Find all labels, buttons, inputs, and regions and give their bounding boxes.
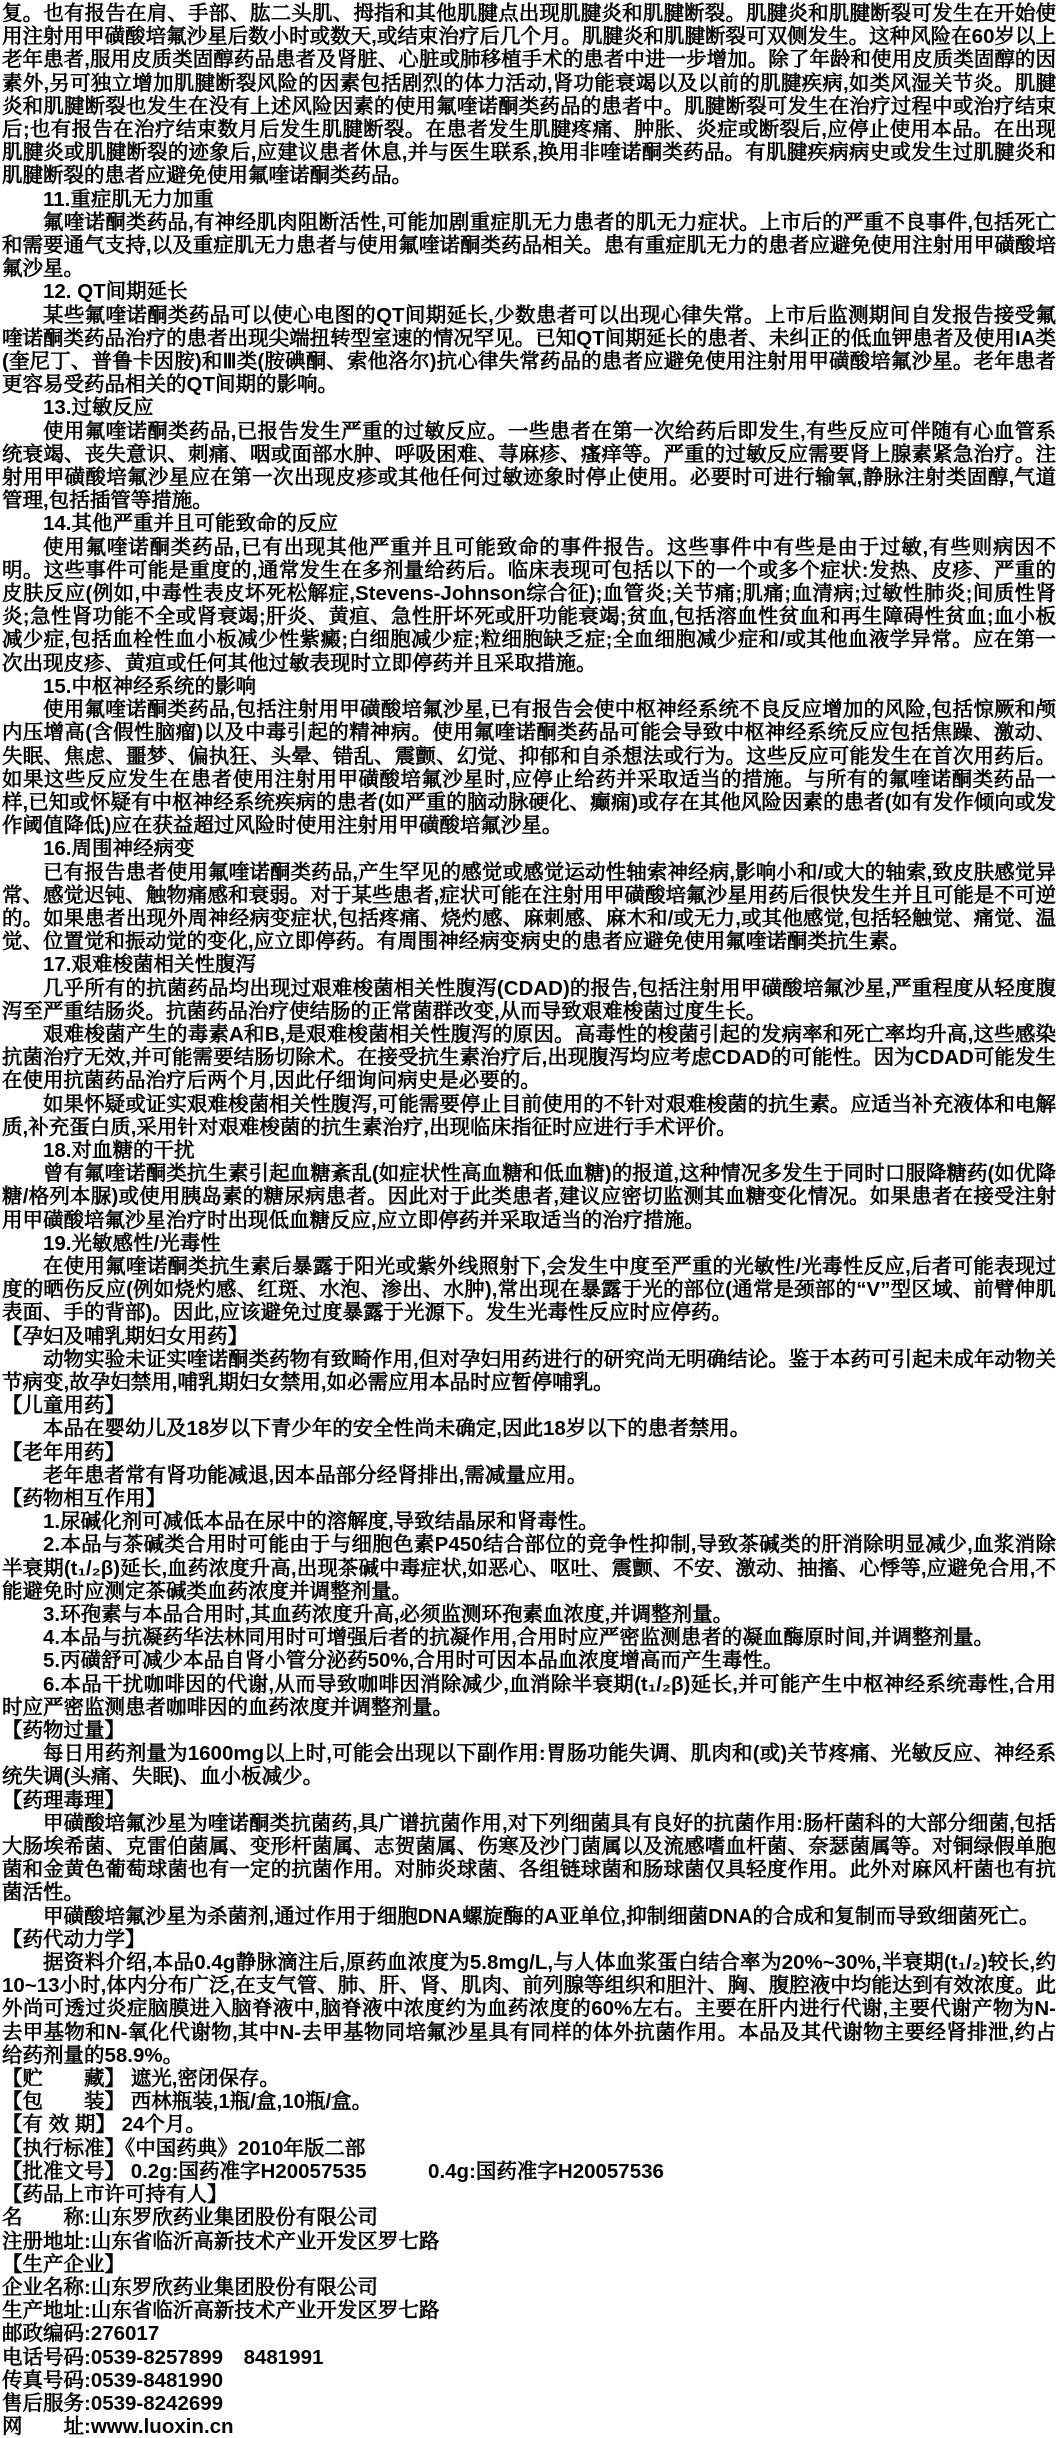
bracket-heading-license-holder: 【药品上市许可持有人】 [2, 2183, 228, 2207]
info-line-approval-number: 【批准文号】 0.2g:国药准字H20057535 0.4g:国药准字H20057536 [2, 2159, 664, 2183]
bracket-heading-manufacturer: 【生产企业】 [2, 2252, 125, 2276]
info-line-production-address: 生产地址:山东省临沂高新技术产业开发区罗七路 [2, 2299, 440, 2323]
section-heading-14: 14.其他严重并且可能致命的反应 [43, 512, 338, 536]
info-line-packaging: 【包 装】 西林瓶装,1瓶/盒,10瓶/盒。 [2, 2090, 373, 2114]
bracket-heading-pharmacokinetics: 【药代动力学】 [2, 1927, 146, 1951]
paragraph: 甲磺酸培氟沙星为杀菌剂,通过作用于细胞DNA螺旋酶的A亚单位,抑制细菌DNA的合成和复制而导致细菌死亡。 [43, 1904, 1040, 1928]
paragraph: 动物实验未证实喹诺酮类药物有致畸作用,但对孕妇用药进行的研究尚无明确结论。鉴于本药可引起未成年动物关节病变,故孕妇禁用,哺乳期妇女禁用,如必需应用本品时应暂停哺乳。 [2, 1347, 1056, 1394]
bracket-heading-elderly: 【老年用药】 [2, 1440, 125, 1464]
paragraph: 几乎所有的抗菌药品均出现过艰难梭菌相关性腹泻(CDAD)的报告,包括注射用甲磺酸培氟沙星,严重程度从轻度腹泻至严重结肠炎。抗菌药品治疗使结肠的正常菌群改变,从而导致艰难梭菌过度生长。 [2, 976, 1056, 1023]
info-line-phone: 电话号码:0539-8257899 8481991 [2, 2345, 324, 2369]
info-line-holder-name: 名 称:山东罗欣药业集团股份有限公司 [2, 2206, 378, 2230]
paragraph: 老年患者常有肾功能减退,因本品部分经肾排出,需减量应用。 [43, 1463, 588, 1487]
bracket-heading-pharmacology: 【药理毒理】 [2, 1788, 125, 1812]
paragraph: 使用氟喹诺酮类药品,包括注射用甲磺酸培氟沙星,已有报告会使中枢神经系统不良反应增加的风险,包括惊厥和颅内压增高(含假性脑瘤)以及中毒引起的精神病。使用氟喹诺酮类药品可能会导致中枢神经系统反应包括焦躁、激动、失眠、焦虑、噩梦、偏执狂、头晕、错乱、震颤、幻觉、抑郁和自杀想法或行为。这些反应可能发生在首次用药后。如果这些反应发生在患者使用注射用甲磺酸培氟沙星时,应停止给药并采取适当的措施。与所有的氟喹诺酮类药品一样,已知或怀疑有中枢神经系统疾病的患者(如严重的脑动脉硬化、癫痫)或存在其他风险因素的患者(如有发作倾向或发作阈值降低)应在获益超过风险时使用注射用甲磺酸培氟沙星。 [2, 698, 1056, 838]
list-item: 4.本品与抗凝药华法林同用时可增强后者的抗凝作用,合用时应严密监测患者的凝血酶原时间,并调整剂量。 [43, 1626, 994, 1650]
list-item: 3.环孢素与本品合用时,其血药浓度升高,必须监测环孢素血浓度,并调整剂量。 [43, 1603, 734, 1627]
section-heading-17: 17.艰难梭菌相关性腹泻 [43, 953, 256, 977]
bracket-heading-overdose: 【药物过量】 [2, 1719, 125, 1743]
paragraph: 在使用氟喹诺酮类抗生素后暴露于阳光或紫外线照射下,会发生中度至严重的光敏性/光毒性反应,后者可能表现过度的晒伤反应(例如烧灼感、红斑、水泡、渗出、水肿),常出现在暴露于光的部位(通常是颈部的“V”型区域、前臂伸肌表面、手的背部)。因此,应该避免过度暴露于光源下。发生光毒性反应时应停药。 [2, 1254, 1056, 1325]
info-line-after-sales: 售后服务:0539-8242699 [2, 2391, 224, 2415]
info-line-validity: 【有 效 期】 24个月。 [2, 2113, 206, 2137]
paragraph: 氟喹诺酮类药品,有神经肌肉阻断活性,可能加剧重症肌无力患者的肌无力症状。上市后的严重不良事件,包括死亡和需要通气支持,以及重症肌无力患者与使用氟喹诺酮类药品相关。患有重症肌无力的患者应避免使用注射用甲磺酸培氟沙星。 [2, 210, 1056, 281]
paragraph: 已有报告患者使用氟喹诺酮类药品,产生罕见的感觉或感觉运动性轴索神经病,影响小和/或大的轴索,致皮肤感觉异常、感觉迟钝、触物痛感和衰弱。对于某些患者,症状可能在注射用甲磺酸培氟沙星用药后很快发生并且可能是不可逆的。如果患者出现外周神经病变症状,包括疼痛、烧灼感、麻刺感、麻木和/或无力,或其他感觉,包括轻触觉、痛觉、温觉、位置觉和振动觉的变化,应立即停药。有周围神经病变病史的患者应避免使用氟喹诺酮类抗生素。 [2, 860, 1056, 954]
info-line-postal-code: 邮政编码:276017 [2, 2322, 160, 2346]
paragraph: 据资料介绍,本品0.4g静脉滴注后,原药血浓度为5.8mg/L,与人体血浆蛋白结合率为20%~30%,半衰期(t₁/₂)较长,约10~13小时,体内分布广泛,在支气管、肺、肝、肾、肌肉、前列腺等组织和胆汁、胸、腹腔液中均能达到有效浓度。此外尚可透过炎症脑膜进入脑脊液中,脑脊液中浓度约为血药浓度的60%左右。主要在肝内进行代谢,主要代谢产物为N-去甲基物和N-氧化代谢物,其中N-去甲基物同培氟沙星具有同样的体外抗菌作用。本品及其代谢物主要经肾排泄,约占给药剂量的58.9%。 [2, 1951, 1056, 2067]
section-heading-16: 16.周围神经病变 [43, 837, 195, 861]
info-line-standard: 【执行标准】《中国药典》2010年版二部 [2, 2136, 366, 2160]
info-line-registered-address: 注册地址:山东省临沂高新技术产业开发区罗七路 [2, 2229, 440, 2253]
paragraph: 曾有氟喹诺酮类抗生素引起血糖紊乱(如症状性高血糖和低血糖)的报道,这种情况多发生于同时口服降糖药(如优降糖/格列本脲)或使用胰岛素的糖尿病患者。因此对于此类患者,建议应密切监测其血糖变化情况。如果患者在接受注射用甲磺酸培氟沙星治疗时出现低血糖反应,应立即停药并采取适当的治疗措施。 [2, 1162, 1056, 1232]
paragraph: 艰难梭菌产生的毒素A和B,是艰难梭菌相关性腹泻的原因。高毒性的梭菌引起的发病率和死亡率均升高,这些感染抗菌治疗无效,并可能需要结肠切除术。在接受抗生素治疗后,出现腹泻均应考虑CDAD的可能性。因为CDAD可能发生在使用抗菌药品治疗后两个月,因此仔细询问病史是必要的。 [2, 1022, 1056, 1093]
paragraph: 某些氟喹诺酮类药品可以使心电图的QT间期延长,少数患者可以出现心律失常。上市后监测期间自发报告接受氟喹诺酮类药品治疗的患者出现尖端扭转型室速的情况罕见。已知QT间期延长的患者、未纠正的低血钾患者及使用IA类(奎尼丁、普鲁卡因胺)和Ⅲ类(胺碘酮、索他洛尔)抗心律失常药品的患者应避免使用注射用甲磺酸培氟沙星。老年患者更容易受药品相关的QT间期的影响。 [2, 303, 1056, 397]
paragraph: 使用氟喹诺酮类药品,已有出现其他严重并且可能致命的事件报告。这些事件中有些是由于过敏,有些则病因不明。这些事件可能是重度的,通常发生在多剂量给药后。临床表现可包括以下的一个或多个症状:发热、皮疹、严重的皮肤反应(例如,中毒性表皮坏死松解症,Stevens-Johnson综合征);血管炎;关节痛;肌痛;血清病;过敏性肺炎;间质性肾炎;急性肾功能不全或肾衰竭;肝炎、黄疸、急性肝坏死或肝功能衰竭;贫血,包括溶血性贫血和再生障碍性贫血;血小板减少症,包括血栓性血小板减少性紫癜;白细胞减少症;粒细胞缺乏症;全血细胞减少症和/或其他血液学异常。应在第一次出现皮疹、黄疸或任何其他过敏表现时立即停药并且采取措施。 [2, 535, 1056, 675]
list-item: 1.尿碱化剂可减低本品在尿中的溶解度,导致结晶尿和肾毒性。 [43, 1510, 599, 1534]
list-item: 6.本品干扰咖啡因的代谢,从而导致咖啡因消除减少,血消除半衰期(t₁/₂β)延长,并可能产生中枢神经系统毒性,合用时应严密监测患者咖啡因的血药浓度并调整剂量。 [2, 1672, 1056, 1719]
info-line-company-name: 企业名称:山东罗欣药业集团股份有限公司 [2, 2275, 378, 2299]
list-item: 2.本品与茶碱类合用时可能由于与细胞色素P450结合部位的竞争性抑制,导致茶碱类的肝消除明显减少,血浆消除半衰期(t₁/₂β)延长,血药浓度升高,出现茶碱中毒症状,如恶心、呕吐、震颤、不安、激动、抽搐、心悸等,应避免合用,不能避免时应测定茶碱类血药浓度并调整剂量。 [2, 1533, 1056, 1603]
bracket-heading-children: 【儿童用药】 [2, 1394, 125, 1418]
section-heading-12: 12. QT间期延长 [43, 280, 188, 304]
paragraph: 如果怀疑或证实艰难梭菌相关性腹泻,可能需要停止目前使用的不针对艰难梭菌的抗生素。应适当补充液体和电解质,补充蛋白质,采用针对艰难梭菌的抗生素治疗,出现临床指征时应进行手术评价。 [2, 1092, 1056, 1139]
section-heading-15: 15.中枢神经系统的影响 [43, 674, 256, 698]
info-line-fax: 传真号码:0539-8481990 [2, 2368, 224, 2392]
paragraph-continuation: 复。也有报告在肩、手部、肱二头肌、拇指和其他肌腱点出现肌腱炎和肌腱断裂。肌腱炎和肌腱断裂可发生在开始使用注射用甲磺酸培氟沙星后数小时或数天,或结束治疗后几个月。肌腱炎和肌腱断裂可双侧发生。这种风险在60岁以上老年患者,服用皮质类固醇药品患者及肾脏、心脏或肺移植手术的患者中进一步增加。除了年龄和使用皮质类固醇的因素外,另可独立增加肌腱断裂风险的因素包括剧烈的体力活动,肾功能衰竭以及以前的肌腱疾病,如类风湿关节炎。肌腱炎和肌腱断裂也发生在没有上述风险因素的使用氟喹诺酮类药品的患者中。肌腱断裂可发生在治疗过程中或治疗结束后;也有报告在治疗结束数月后发生肌腱断裂。在患者发生肌腱疼痛、肿胀、炎症或断裂后,应停止使用本品。在出现肌腱炎或肌腱断裂的迹象后,应建议患者休息,并与医生联系,换用非喹诺酮类药品。有肌腱疾病病史或发生过肌腱炎和肌腱断裂的患者应避免使用氟喹诺酮类药品。 [2, 2, 1056, 188]
section-heading-11: 11.重症肌无力加重 [43, 187, 214, 211]
section-heading-19: 19.光敏感性/光毒性 [43, 1231, 221, 1255]
section-heading-13: 13.过敏反应 [43, 396, 154, 420]
list-item: 5.丙磺舒可减少本品自肾小管分泌药50%,合用时可因本品血浓度增高而产生毒性。 [43, 1649, 784, 1673]
paragraph: 每日用药剂量为1600mg以上时,可能会出现以下副作用:胃肠功能失调、肌肉和(或)关节疼痛、光敏反应、神经系统失调(头痛、失眠)、血小板减少。 [2, 1742, 1056, 1789]
paragraph: 甲磺酸培氟沙星为喹诺酮类抗菌药,具广谱抗菌作用,对下列细菌具有良好的抗菌作用:肠杆菌科的大部分细菌,包括大肠埃希菌、克雷伯菌属、变形杆菌属、志贺菌属、伤寒及沙门菌属以及流感嗜血杆菌、奈瑟菌属等。对铜绿假单胞菌和金黄色葡萄球菌也有一定的抗菌作用。对肺炎球菌、各组链球菌和肠球菌仅具轻度作用。此外对麻风杆菌也有抗菌活性。 [2, 1811, 1056, 1905]
section-heading-18: 18.对血糖的干扰 [43, 1138, 195, 1162]
bracket-heading-pregnancy: 【孕妇及哺乳期妇女用药】 [2, 1324, 248, 1348]
info-line-storage: 【贮 藏】 遮光,密闭保存。 [2, 2067, 280, 2091]
paragraph: 本品在婴幼儿及18岁以下青少年的安全性尚未确定,因此18岁以下的患者禁用。 [43, 1417, 751, 1441]
bracket-heading-interactions: 【药物相互作用】 [2, 1487, 166, 1510]
info-line-website: 网 址:www.luoxin.cn [2, 2415, 234, 2438]
paragraph: 使用氟喹诺酮类药品,已报告发生严重的过敏反应。一些患者在第一次给药后即发生,有些反应可伴随有心血管系统衰竭、丧失意识、刺痛、咽或面部水肿、呼吸困难、荨麻疹、瘙痒等。严重的过敏反应需要肾上腺素紧急治疗。注射用甲磺酸培氟沙星应在第一次出现皮疹或其他任何过敏迹象时停止使用。必要时可进行输氧,静脉注射类固醇,气道管理,包括插管等措施。 [2, 419, 1056, 513]
